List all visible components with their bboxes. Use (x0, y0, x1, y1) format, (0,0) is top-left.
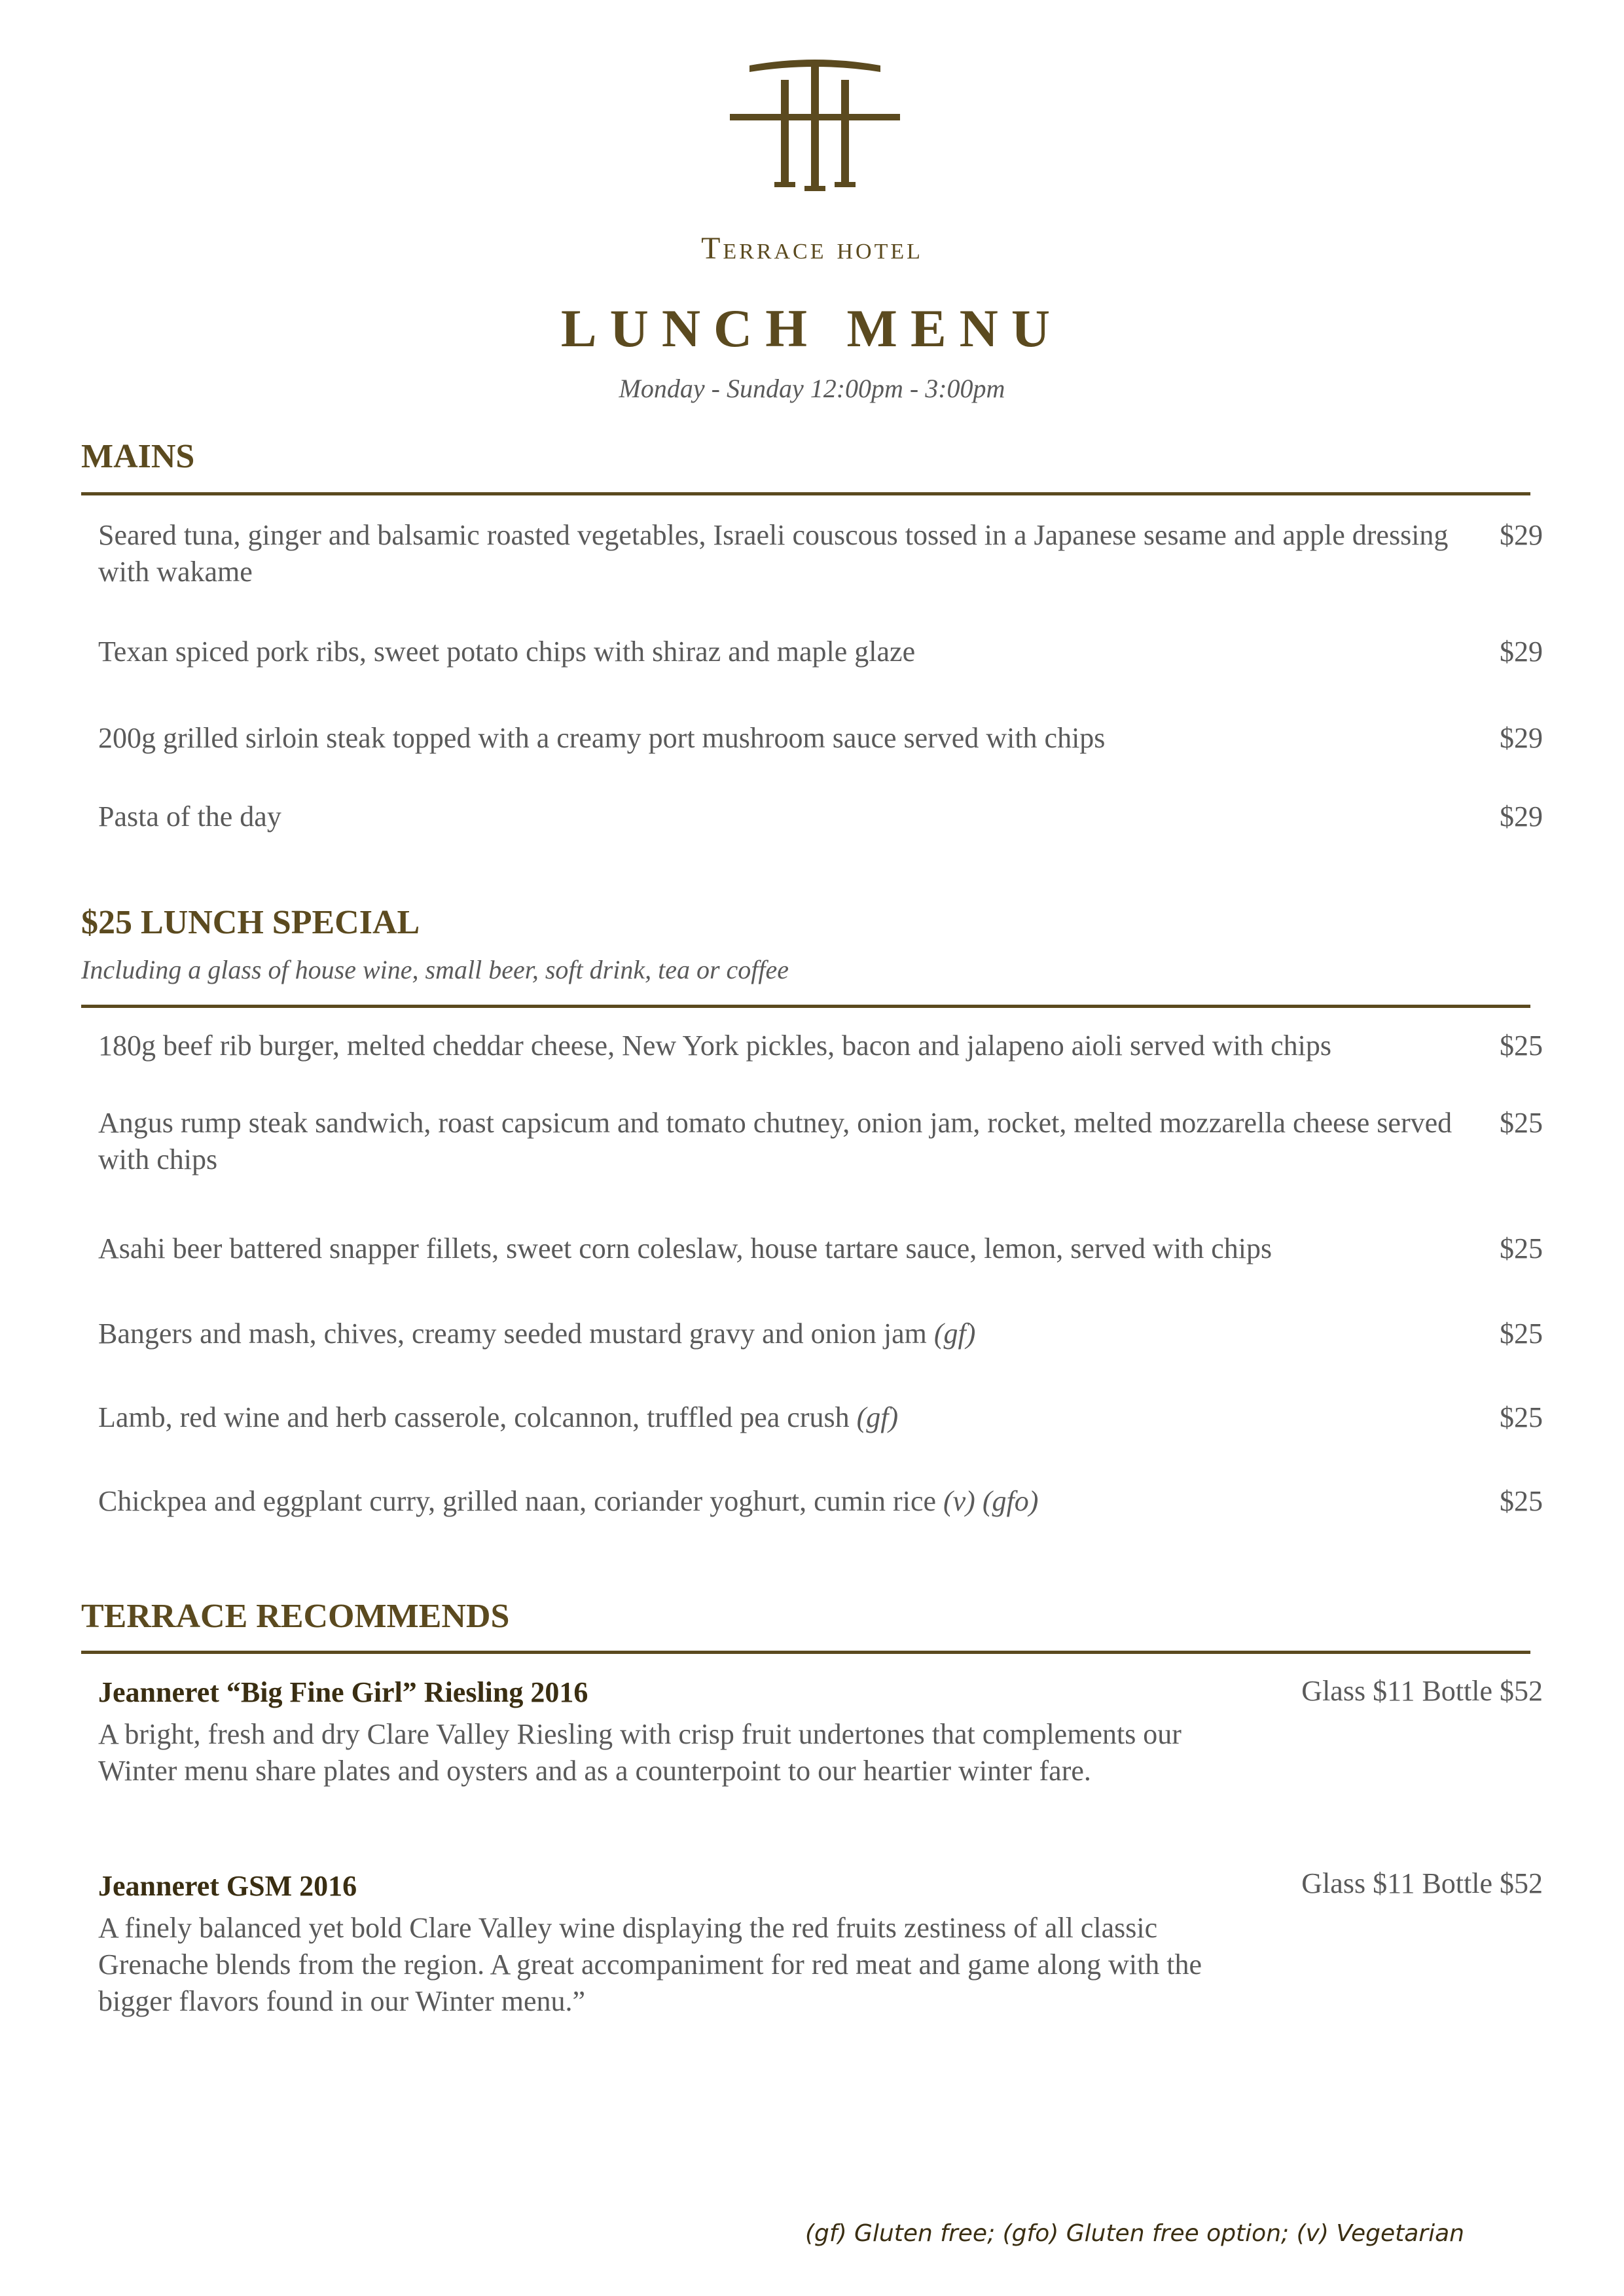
menu-item: Chickpea and eggplant curry, grilled naan, coriander yoghurt, cumin rice (v) (gfo) (98, 1485, 1039, 1517)
menu-item-price: $25 (1500, 1232, 1543, 1265)
menu-item-price: $25 (1500, 1107, 1543, 1139)
menu-item: Texan spiced pork ribs, sweet potato chips with shiraz and maple glaze (98, 636, 916, 668)
wine-name: Jeanneret “Big Fine Girl” Riesling 2016 (98, 1676, 588, 1708)
menu-item-price: $25 (1500, 1401, 1543, 1433)
menu-item: Bangers and mash, chives, creamy seeded mustard gravy and onion jam (gf) (98, 1318, 976, 1350)
dietary-tag: (gf) (933, 1318, 976, 1350)
menu-item: Seared tuna, ginger and balsamic roasted vegetables, Israeli couscous tossed in a Japanese sesame and apple dressing with wakame (98, 519, 1449, 588)
menu-item-price: $25 (1500, 1485, 1543, 1517)
menu-item-price: $29 (1500, 636, 1543, 668)
menu-item: Pasta of the day (98, 800, 281, 833)
hotel-name: Terrace hotel (701, 231, 923, 266)
special-divider (81, 1005, 1530, 1008)
wine-price: Glass $11 Bottle $52 (1301, 1675, 1543, 1707)
menu-title: LUNCH MENU (560, 298, 1064, 358)
menu-item-price: $29 (1500, 519, 1543, 551)
recommends-divider (81, 1651, 1530, 1654)
menu-item-price: $25 (1500, 1318, 1543, 1350)
wine-description: A bright, fresh and dry Clare Valley Riesling with crisp fruit undertones that complements our Winter menu share plates and oysters and as a counterpoint to our heartier winter fare. (98, 1718, 1182, 1787)
wine-name: Jeanneret GSM 2016 (98, 1870, 357, 1902)
dietary-legend: (gf) Gluten free; (gfo) Gluten free option; (v) Vegetarian (805, 2220, 1464, 2247)
menu-item-price: $29 (1500, 800, 1543, 833)
menu-item: 180g beef rib burger, melted cheddar cheese, New York pickles, bacon and jalapeno aioli served with chips (98, 1030, 1331, 1062)
mains-heading: MAINS (81, 438, 195, 475)
menu-item: Lamb, red wine and herb casserole, colcannon, truffled pea crush (gf) (98, 1401, 899, 1433)
dietary-tag: (v) (gfo) (943, 1485, 1039, 1517)
lunch-special-heading: $25 LUNCH SPECIAL (81, 904, 420, 941)
dietary-tag: (gf) (856, 1401, 899, 1433)
recommends-heading: TERRACE RECOMMENDS (81, 1598, 510, 1635)
service-hours: Monday - Sunday 12:00pm - 3:00pm (619, 374, 1005, 403)
menu-item-price: $25 (1500, 1030, 1543, 1062)
mains-divider (81, 492, 1530, 495)
terrace-hotel-logo (730, 54, 900, 191)
menu-item: Asahi beer battered snapper fillets, sweet corn coleslaw, house tartare sauce, lemon, served with chips (98, 1232, 1272, 1265)
wine-description: A finely balanced yet bold Clare Valley wine displaying the red fruits zestiness of all classic Grenache blends from the region. A great accompaniment for red meat and game along with the bigger flavors found in our Winter menu.” (98, 1912, 1202, 2017)
menu-item-price: $29 (1500, 722, 1543, 754)
menu-item: Angus rump steak sandwich, roast capsicum and tomato chutney, onion jam, rocket, melted mozzarella cheese served with chips (98, 1107, 1453, 1175)
menu-item: 200g grilled sirloin steak topped with a creamy port mushroom sauce served with chips (98, 722, 1106, 754)
wine-price: Glass $11 Bottle $52 (1301, 1867, 1543, 1899)
lunch-special-subtitle: Including a glass of house wine, small beer, soft drink, tea or coffee (81, 955, 789, 984)
